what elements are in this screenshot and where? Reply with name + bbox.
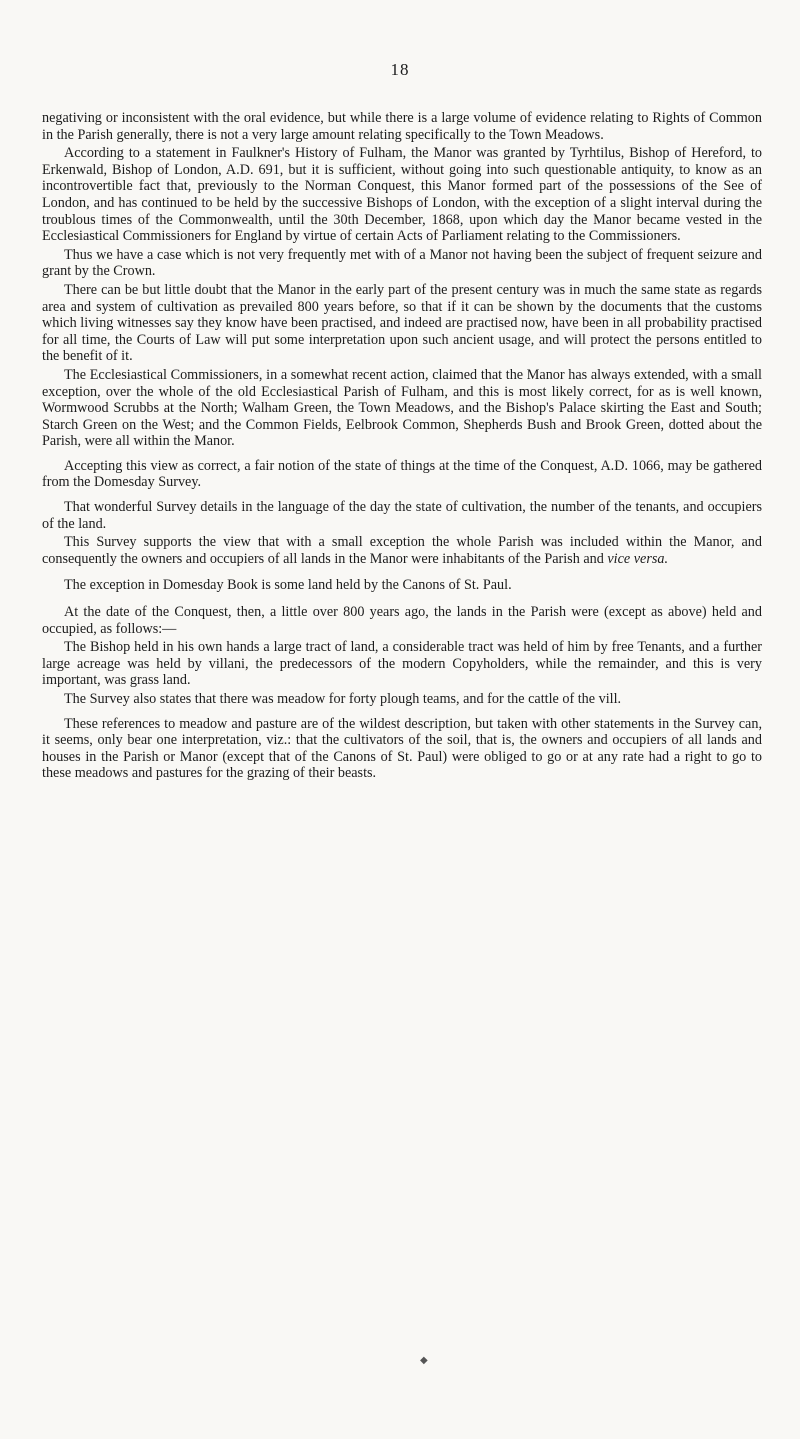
body-text xyxy=(42,110,762,784)
paragraph: Thus we have a case which is not very frequently met with of a Manor not having been the subject of frequent seizure and grant by the Crown. xyxy=(42,246,762,280)
paragraph-text: This Survey supports the view that with a small exception the whole Parish was included within the Manor, and consequently the owners and occupiers of all lands in the Manor were inhabitants of the Parish and xyxy=(42,534,762,567)
paragraph: The Ecclesiastical Commissioners, in a somewhat recent action, claimed that the Manor has always extended, with a small exception, over the whole of the old Ecclesiastical Parish of Fulham, and this is most likely correct, for as is well known, Wormwood Scrubbs at the North; Walham Green, the Town Meadows, and the Bishop's Palace skirting the East and South; Starch Green on the West; and the Common Fields, Eelbrook Common, Shepherds Bush and Brook Green, dotted about the Parish, were all within the Manor. xyxy=(42,366,762,450)
page-number: 18 xyxy=(390,60,410,79)
paragraph: At the date of the Conquest, then, a little over 800 years ago, the lands in the Parish were (except as above) held and occupied, as follows:— xyxy=(42,604,762,637)
paragraph: There can be but little doubt that the Manor in the early part of the present century was in much the same state as regards area and system of cultivation as prevailed 800 years before, so that if it can be shown by the documents that the customs which living witnesses say they know have been practised, and indeed are practised now, have been in all probability practised for all time, the Courts of Law will put some interpretation upon such ancient usage, and will protect the persons entitled to the benefit of it. xyxy=(42,281,762,365)
paragraph: The Survey also states that there was meadow for forty plough teams, and for the cattle of the vill. xyxy=(64,691,622,707)
paragraph: These references to meadow and pasture are of the wildest description, but taken with other statements in the Survey can, it seems, only bear one interpretation, viz.: that the cultivators of the soil, that is, the owners and occupiers of all lands and houses in the Parish or Manor (except that of the Canons of St. Paul) were obliged to go or at any rate had a right to go to these meadows and pastures for the grazing of their beasts. xyxy=(42,715,762,782)
paragraph: Accepting this view as correct, a fair notion of the state of things at the time of the Conquest, A.D. 1066, may be gathered from the Domesday Survey. xyxy=(42,457,762,491)
italic-phrase: vice versa. xyxy=(607,550,669,567)
paragraph: According to a statement in Faulkner's History of Fulham, the Manor was granted by Tyrhtilus, Bishop of Hereford, to Erkenwald, Bishop of London, A.D. 691, but it is sufficient, without going into such questionable antiquity, to know as an incontrovertible fact that, previously to the Norman Conquest, this Manor formed part of the possessions of the See of London, and has continued to be held by the successive Bishops of London, with the exception of a slight interval during the troublous times of the Commonwealth, until the 30th December, 1868, upon which day the Manor became vested in the Ecclesiastical Commissioners for England by virtue of certain Acts of Parliament relating to the Commissioners. xyxy=(42,145,762,245)
paragraph xyxy=(42,534,762,567)
printer-mark: ◆ xyxy=(420,1355,428,1366)
paragraph: negativing or inconsistent with the oral evidence, but while there is a large volume of evidence relating to Rights of Common in the Parish generally, there is not a very large amount relating specifically to the Town Meadows. xyxy=(42,110,762,143)
paragraph: The Bishop held in his own hands a large tract of land, a considerable tract was held of him by free Tenants, and a further large acreage was held by villani, the predecessors of the modern Copyholders, while the remainder, and this is very important, was grass land. xyxy=(42,639,762,689)
paragraph: That wonderful Survey details in the language of the day the state of cultivation, the number of the tenants, and occupiers of the land. xyxy=(42,499,762,532)
paragraph: The exception in Domesday Book is some land held by the Canons of St. Paul. xyxy=(64,577,512,594)
